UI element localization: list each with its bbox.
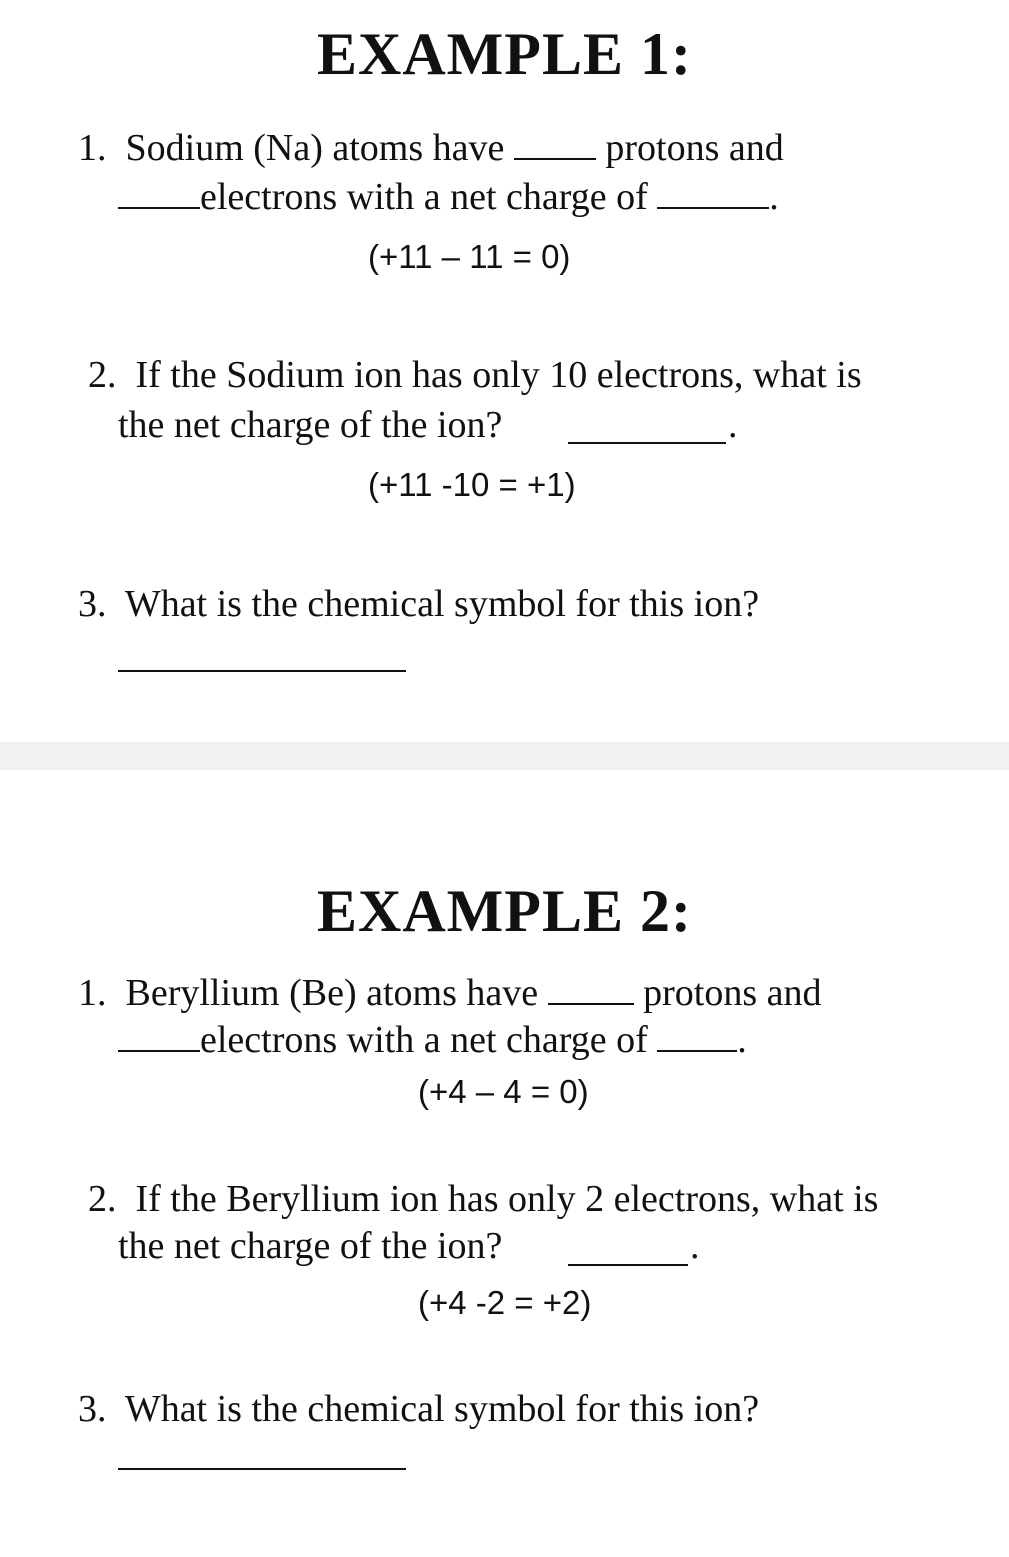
example-1-question-1-equation: (+11 – 11 = 0) bbox=[368, 238, 571, 275]
question-number: 1. bbox=[78, 127, 107, 169]
example-2-question-1-line-2 bbox=[118, 1020, 747, 1059]
example-2-question-1-line-1 bbox=[78, 973, 822, 1012]
example-1-question-1-line-2 bbox=[118, 177, 779, 216]
electrons-answer-blank[interactable] bbox=[118, 177, 200, 209]
question-number: 3. bbox=[78, 583, 107, 625]
chemical-symbol-answer-blank[interactable] bbox=[118, 1468, 406, 1470]
example-2-question-2-equation: (+4 -2 = +2) bbox=[418, 1284, 592, 1321]
question-number: 3. bbox=[78, 1388, 107, 1430]
chemical-symbol-answer-blank[interactable] bbox=[118, 670, 406, 672]
net-charge-answer-blank[interactable] bbox=[657, 177, 769, 209]
question-number: 2. bbox=[88, 1178, 117, 1220]
question-text: What is the chemical symbol for this ion? bbox=[124, 583, 760, 625]
question-text: Beryllium (Be) atoms have bbox=[125, 972, 539, 1014]
page-divider bbox=[0, 742, 1009, 770]
question-text: electrons with a net charge of bbox=[200, 1019, 648, 1061]
example-2-panel bbox=[0, 770, 1009, 1557]
example-2-heading: EXAMPLE 2: bbox=[317, 878, 692, 944]
question-number: 2. bbox=[88, 354, 117, 396]
example-2-question-3-line-1 bbox=[78, 1390, 759, 1428]
example-1-question-2-equation: (+11 -10 = +1) bbox=[368, 466, 576, 503]
example-1-question-1-line-1 bbox=[78, 128, 784, 167]
question-text: the net charge of the ion? bbox=[118, 1225, 503, 1267]
ion-charge-answer-blank[interactable] bbox=[568, 1264, 688, 1266]
example-2-question-1-equation: (+4 – 4 = 0) bbox=[418, 1073, 589, 1110]
question-text: the net charge of the ion? bbox=[118, 404, 503, 446]
period: . bbox=[728, 404, 738, 446]
example-1-question-2-line-2 bbox=[118, 406, 502, 444]
ion-charge-answer-blank[interactable] bbox=[568, 442, 726, 444]
example-1-heading: EXAMPLE 1: bbox=[317, 21, 692, 87]
example-1-panel bbox=[0, 0, 1009, 742]
example-2-question-2-line-1 bbox=[88, 1180, 878, 1218]
period: . bbox=[769, 176, 779, 218]
net-charge-answer-blank[interactable] bbox=[657, 1020, 737, 1052]
example-1-question-3-line-1 bbox=[78, 585, 759, 623]
electrons-answer-blank[interactable] bbox=[118, 1020, 200, 1052]
example-1-question-2-line-1 bbox=[88, 356, 862, 394]
period: . bbox=[737, 1019, 747, 1061]
question-number: 1. bbox=[78, 972, 107, 1014]
question-text: protons and bbox=[605, 127, 784, 169]
question-text: If the Beryllium ion has only 2 electrons, what is bbox=[135, 1178, 879, 1220]
example-2-question-2-line-2 bbox=[118, 1227, 502, 1265]
protons-answer-blank[interactable] bbox=[514, 128, 596, 160]
question-text: protons and bbox=[643, 972, 822, 1014]
question-text: If the Sodium ion has only 10 electrons, what is bbox=[135, 354, 862, 396]
protons-answer-blank[interactable] bbox=[548, 973, 634, 1005]
question-text: electrons with a net charge of bbox=[200, 176, 648, 218]
period: . bbox=[690, 1225, 700, 1267]
question-text: Sodium (Na) atoms have bbox=[125, 127, 505, 169]
question-text: What is the chemical symbol for this ion? bbox=[124, 1388, 760, 1430]
